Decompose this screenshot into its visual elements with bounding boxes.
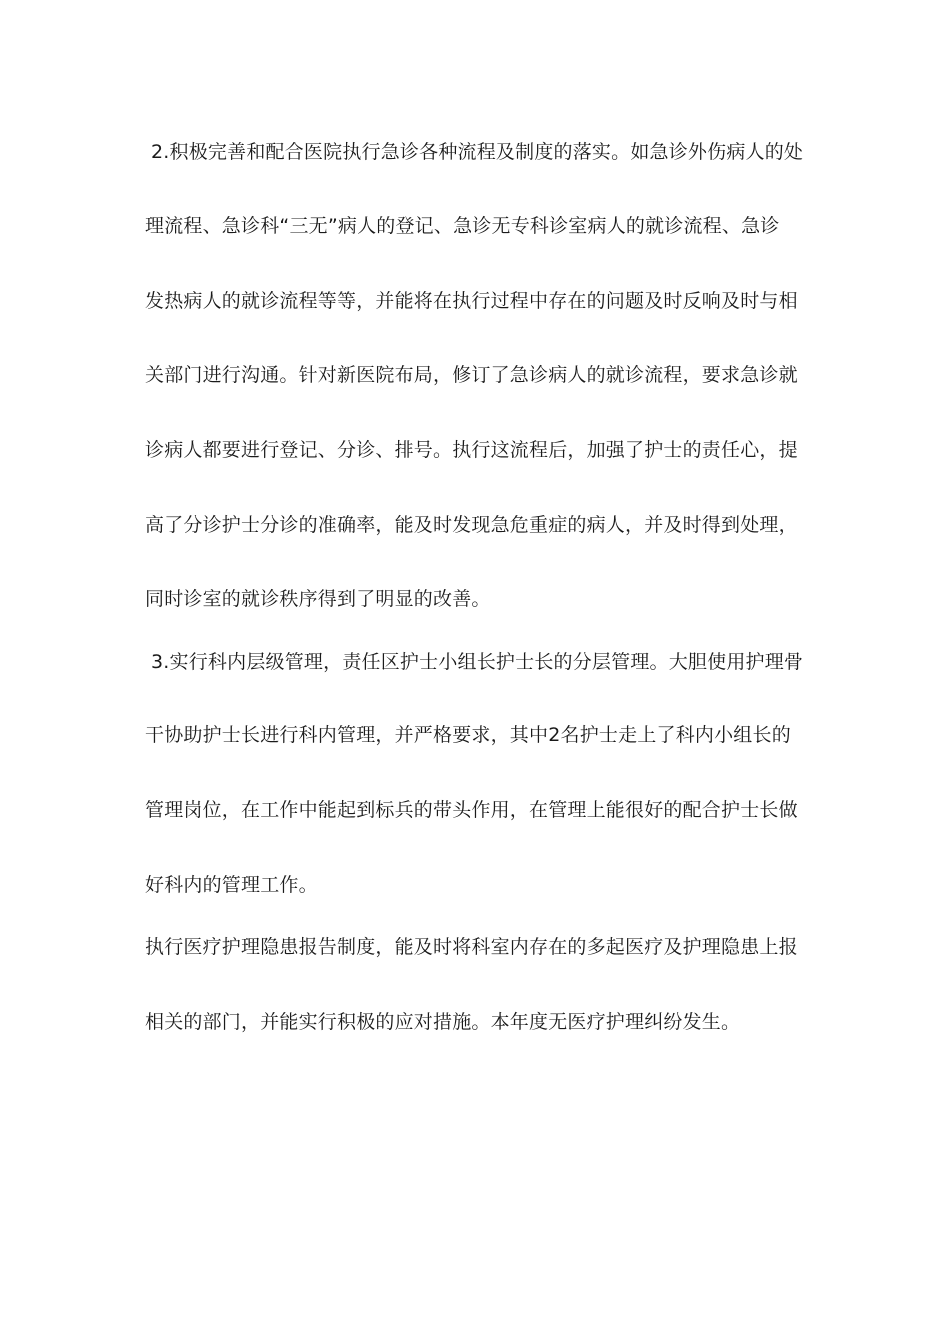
paragraph-2-line-3: 管理岗位，在工作中能起到标兵的带头作用，在管理上能很好的配合护士长做 (145, 799, 798, 821)
paragraph-2-line-4: 好科内的管理工作。 (145, 874, 318, 896)
paragraph-3-line-1: 执行医疗护理隐患报告制度，能及时将科室内存在的多起医疗及护理隐患上报 (145, 936, 798, 958)
paragraph-1-line-2: 理流程、急诊科“三无”病人的登记、急诊无专科诊室病人的就诊流程、急诊 (145, 215, 780, 237)
paragraph-1-line-4: 关部门进行沟通。针对新医院布局，修订了急诊病人的就诊流程，要求急诊就 (145, 364, 798, 386)
paragraph-1-line-3: 发热病人的就诊流程等等，并能将在执行过程中存在的问题及时反响及时与相 (145, 290, 798, 312)
paragraph-2-line-2: 干协助护士长进行科内管理，并严格要求，其中2名护士走上了科内小组长的 (145, 724, 791, 746)
paragraph-1-line-5: 诊病人都要进行登记、分诊、排号。执行这流程后，加强了护士的责任心，提 (145, 439, 798, 461)
paragraph-2-line-1: 3.实行科内层级管理，责任区护士小组长护士长的分层管理。大胆使用护理骨 (151, 651, 804, 673)
paragraph-1-line-6: 高了分诊护士分诊的准确率，能及时发现急危重症的病人，并及时得到处理， (145, 514, 798, 536)
paragraph-1-line-7: 同时诊室的就诊秩序得到了明显的改善。 (145, 588, 491, 610)
paragraph-3-line-2: 相关的部门，并能实行积极的应对措施。本年度无医疗护理纠纷发生。 (145, 1011, 741, 1033)
paragraph-1-line-1: 2.积极完善和配合医院执行急诊各种流程及制度的落实。如急诊外伤病人的处 (151, 141, 804, 163)
